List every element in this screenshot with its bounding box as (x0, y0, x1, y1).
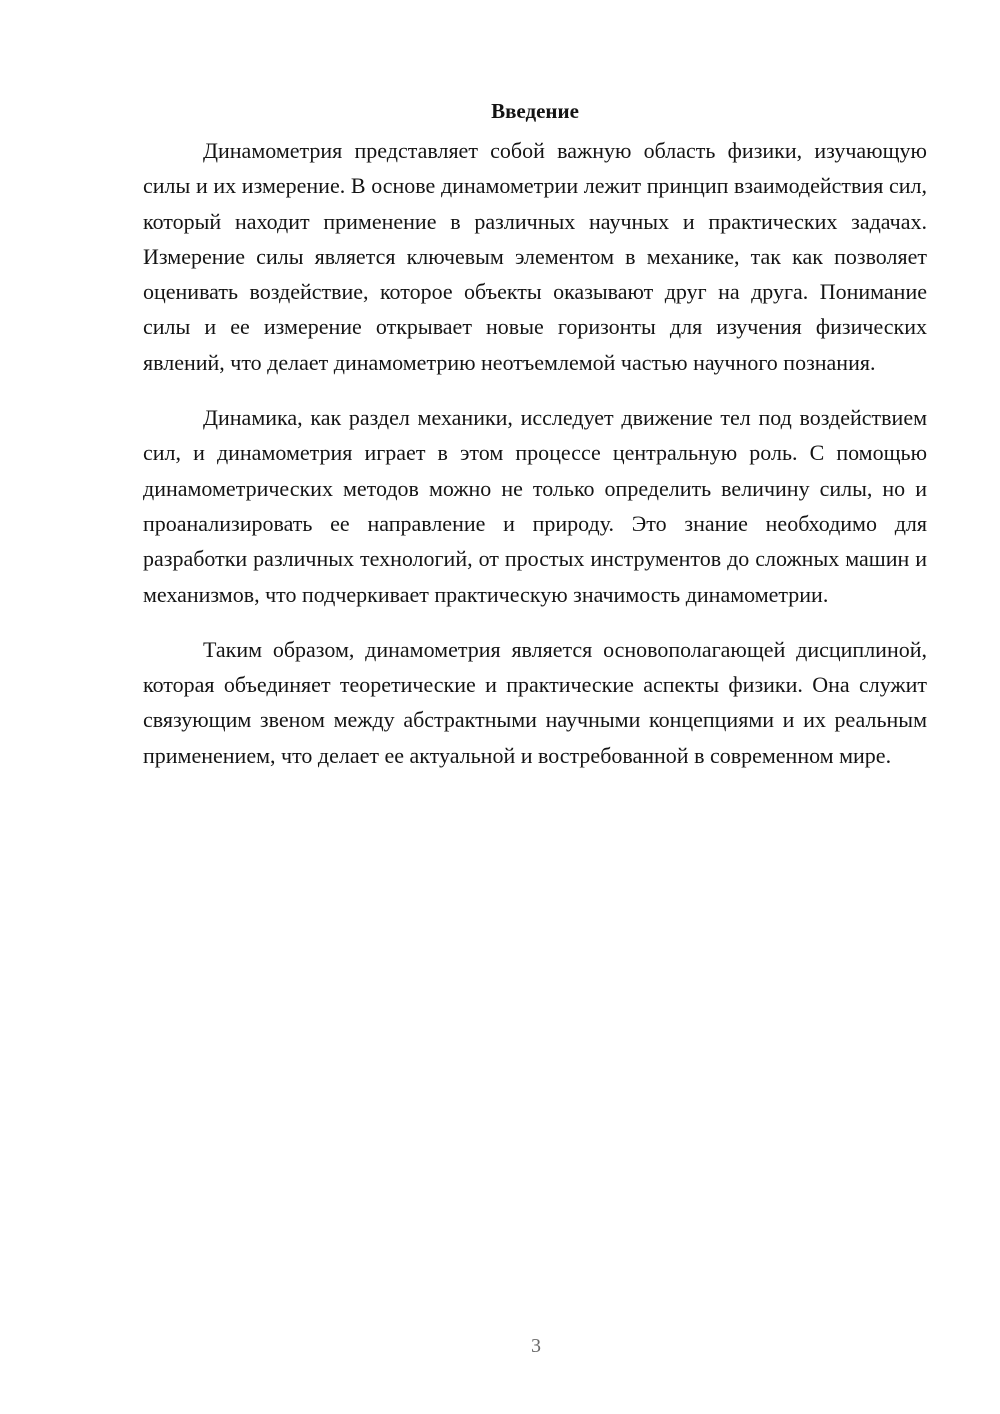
paragraph-2: Динамика, как раздел механики, исследует движение тел под воздействием сил, и динамометрия играет в этом процессе центральную роль. С помощью динамометрических методов можно не только определить величину силы, но и проанализировать ее направление и природу. Это знание необходимо для разработки различных технологий, от простых инструментов до сложных машин и механизмов, что подчеркивает практическую значимость динамометрии. (143, 405, 927, 607)
paragraph-1: Динамометрия представляет собой важную область физики, изучающую силы и их измерение. В основе динамометрии лежит принцип взаимодействия сил, который находит применение в различных научных и практических задачах. Измерение силы является ключевым элементом в механике, так как позволяет оценивать воздействие, которое объекты оказывают друг на друга. Понимание силы и ее измерение открывает новые горизонты для изучения физических явлений, что делает динамометрию неотъемлемой частью научного познания. (143, 138, 927, 375)
paragraph-3: Таким образом, динамометрия является основополагающей дисциплиной, которая объединяет теоретические и практические аспекты физики. Она служит связующим звеном между абстрактными научными концепциями и их реальным применением, что делает ее актуальной и востребованной в современном мире. (143, 636, 927, 768)
page-number: 3 (531, 1335, 541, 1357)
section-heading: Введение (491, 99, 579, 123)
page-content (143, 97, 927, 793)
